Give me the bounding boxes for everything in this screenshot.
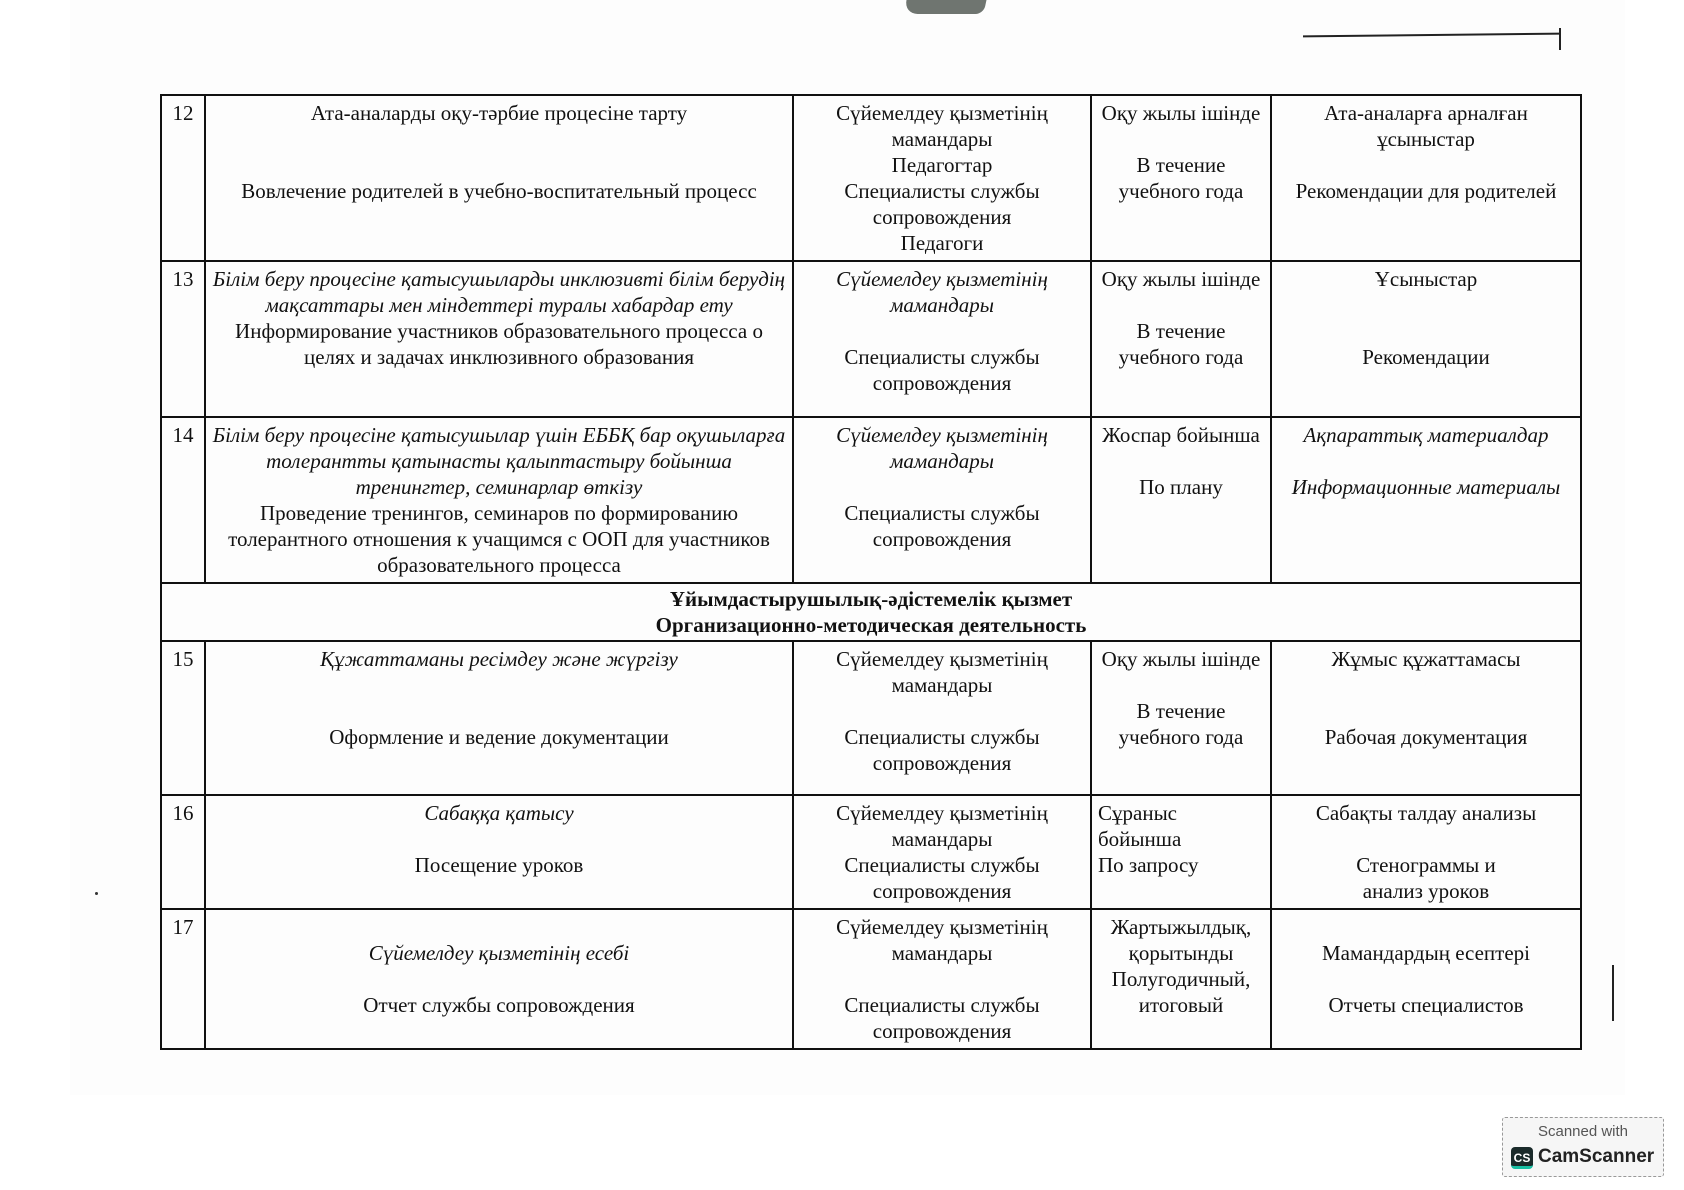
term-kz: Оқу жылы ішінде [1101, 267, 1261, 291]
result-kz: Ақпараттық материалдар [1303, 423, 1549, 447]
section-header-row [161, 583, 1581, 641]
responsible-ru: Специалисты службы сопровождения [844, 501, 1040, 551]
section-title-ru: Организационно-методическая деятельность [655, 613, 1087, 637]
responsible-ru-2: Педагоги [900, 231, 984, 255]
section-header [161, 583, 1581, 641]
watermark-caption: Scanned with [1537, 1123, 1629, 1140]
activity-ru: Проведение тренингов, семинаров по формированию толерантного отношения к учащимся с ООП для участников образовательного процесса [228, 501, 770, 577]
term-ru: Полугодичный, итоговый [1111, 967, 1251, 1017]
responsible-ru: Специалисты службы сопровождения [844, 993, 1040, 1043]
result-kz: Жұмыс құжаттамасы [1331, 647, 1521, 671]
table-row [161, 261, 1581, 417]
term-ru: По плану [1139, 475, 1223, 499]
row-number: 12 [161, 95, 205, 261]
result-ru: Рекомендации для родителей [1295, 179, 1557, 203]
responsible-ru: Специалисты службы сопровождения [844, 345, 1040, 395]
term-kz: Оқу жылы ішінде [1101, 101, 1261, 125]
result-ru: Информационные материалы [1291, 475, 1561, 499]
section-title-kz: Ұйымдастырушылық-әдістемелік қызмет [669, 587, 1073, 611]
responsible-kz: Сүйемелдеу қызметінің мамандары [836, 101, 1048, 151]
result-cell [1271, 261, 1581, 417]
term-ru: По запросу [1098, 853, 1199, 877]
activity-kz: Сүйемелдеу қызметінің есебі [368, 941, 630, 965]
responsible-ru: Специалисты службы сопровождения [844, 725, 1040, 775]
table-row [161, 909, 1581, 1049]
activity-cell [205, 641, 793, 795]
activity-ru: Оформление и ведение документации [329, 725, 669, 749]
activity-ru: Вовлечение родителей в учебно-воспитательный процесс [241, 179, 757, 203]
activity-kz: Ата-аналарды оқу-тәрбие процесіне тарту [310, 101, 688, 125]
previous-table-corner [1559, 28, 1561, 50]
responsible-cell [793, 909, 1091, 1049]
term-kz: Жоспар бойынша [1102, 423, 1260, 447]
term-cell [1091, 641, 1271, 795]
table-row [161, 417, 1581, 583]
activity-kz: Білім беру процесіне қатысушылар үшін ЕББҚ бар оқушыларға толерантты қатынасты қалыптастыру бойынша тренингтер, семинарлар өткізу [212, 423, 786, 499]
row-number: 16 [161, 795, 205, 909]
result-ru: Отчеты специалистов [1328, 993, 1524, 1017]
row-number: 14 [161, 417, 205, 583]
binder-clip [904, 0, 987, 14]
responsible-kz: Сүйемелдеу қызметінің мамандары [836, 801, 1048, 851]
result-kz: Ұсыныстар [1374, 267, 1478, 291]
responsible-cell [793, 417, 1091, 583]
term-kz: Оқу жылы ішінде [1101, 647, 1261, 671]
term-ru: В течение учебного года [1118, 153, 1244, 203]
camscanner-logo-icon: CS [1511, 1147, 1533, 1169]
term-cell [1091, 261, 1271, 417]
margin-mark [1612, 965, 1614, 1021]
responsible-cell [793, 95, 1091, 261]
responsible-cell [793, 795, 1091, 909]
camscanner-watermark [1502, 1117, 1664, 1177]
table-row [161, 795, 1581, 909]
result-cell [1271, 641, 1581, 795]
result-ru: Стенограммы и анализ уроков [1356, 853, 1496, 903]
activity-kz: Білім беру процесіне қатысушыларды инклюзивті білім берудің мақсаттары мен міндеттері туралы хабардар ету [212, 267, 786, 317]
activity-cell [205, 417, 793, 583]
term-cell [1091, 795, 1271, 909]
term-ru: В течение учебного года [1118, 699, 1244, 749]
term-ru: В течение учебного года [1118, 319, 1244, 369]
activity-cell [205, 795, 793, 909]
activity-ru: Посещение уроков [414, 853, 584, 877]
result-cell [1271, 417, 1581, 583]
result-kz: Ата-аналарға арналған ұсыныстар [1324, 101, 1528, 151]
scan-speck [95, 892, 98, 895]
term-cell [1091, 909, 1271, 1049]
term-cell [1091, 417, 1271, 583]
row-number: 13 [161, 261, 205, 417]
table-row [161, 641, 1581, 795]
result-cell [1271, 795, 1581, 909]
responsible-kz: Сүйемелдеу қызметінің мамандары [836, 647, 1048, 697]
row-number: 17 [161, 909, 205, 1049]
result-kz: Сабақты талдау анализы [1315, 801, 1537, 825]
activity-cell [205, 261, 793, 417]
term-cell [1091, 95, 1271, 261]
result-ru: Рекомендации [1362, 345, 1490, 369]
result-cell [1271, 909, 1581, 1049]
responsible-kz: Сүйемелдеу қызметінің мамандары [836, 267, 1048, 317]
result-kz: Мамандардың есептері [1321, 941, 1531, 965]
responsible-cell [793, 261, 1091, 417]
activity-cell [205, 95, 793, 261]
plan-table [160, 94, 1582, 1050]
term-kz: Сұраныс бойынша [1098, 801, 1182, 851]
responsible-ru: Специалисты службы сопровождения [844, 853, 1040, 903]
result-cell [1271, 95, 1581, 261]
responsible-kz-2: Педагогтар [891, 153, 993, 177]
activity-cell [205, 909, 793, 1049]
activity-ru: Отчет службы сопровождения [363, 993, 635, 1017]
responsible-cell [793, 641, 1091, 795]
table-row [161, 95, 1581, 261]
activity-kz: Сабаққа қатысу [424, 801, 574, 825]
result-ru: Рабочая документация [1324, 725, 1528, 749]
row-number: 15 [161, 641, 205, 795]
activity-ru: Информирование участников образовательного процесса о целях и задачах инклюзивного образования [235, 319, 763, 369]
responsible-kz: Сүйемелдеу қызметінің мамандары [836, 915, 1048, 965]
responsible-kz: Сүйемелдеу қызметінің мамандары [836, 423, 1048, 473]
responsible-ru: Специалисты службы сопровождения [844, 179, 1040, 229]
term-kz: Жартыжылдық, қорытынды [1110, 915, 1252, 965]
watermark-brand: CamScanner [1538, 1146, 1655, 1167]
activity-kz: Құжаттаманы ресімдеу және жүргізу [320, 647, 678, 671]
